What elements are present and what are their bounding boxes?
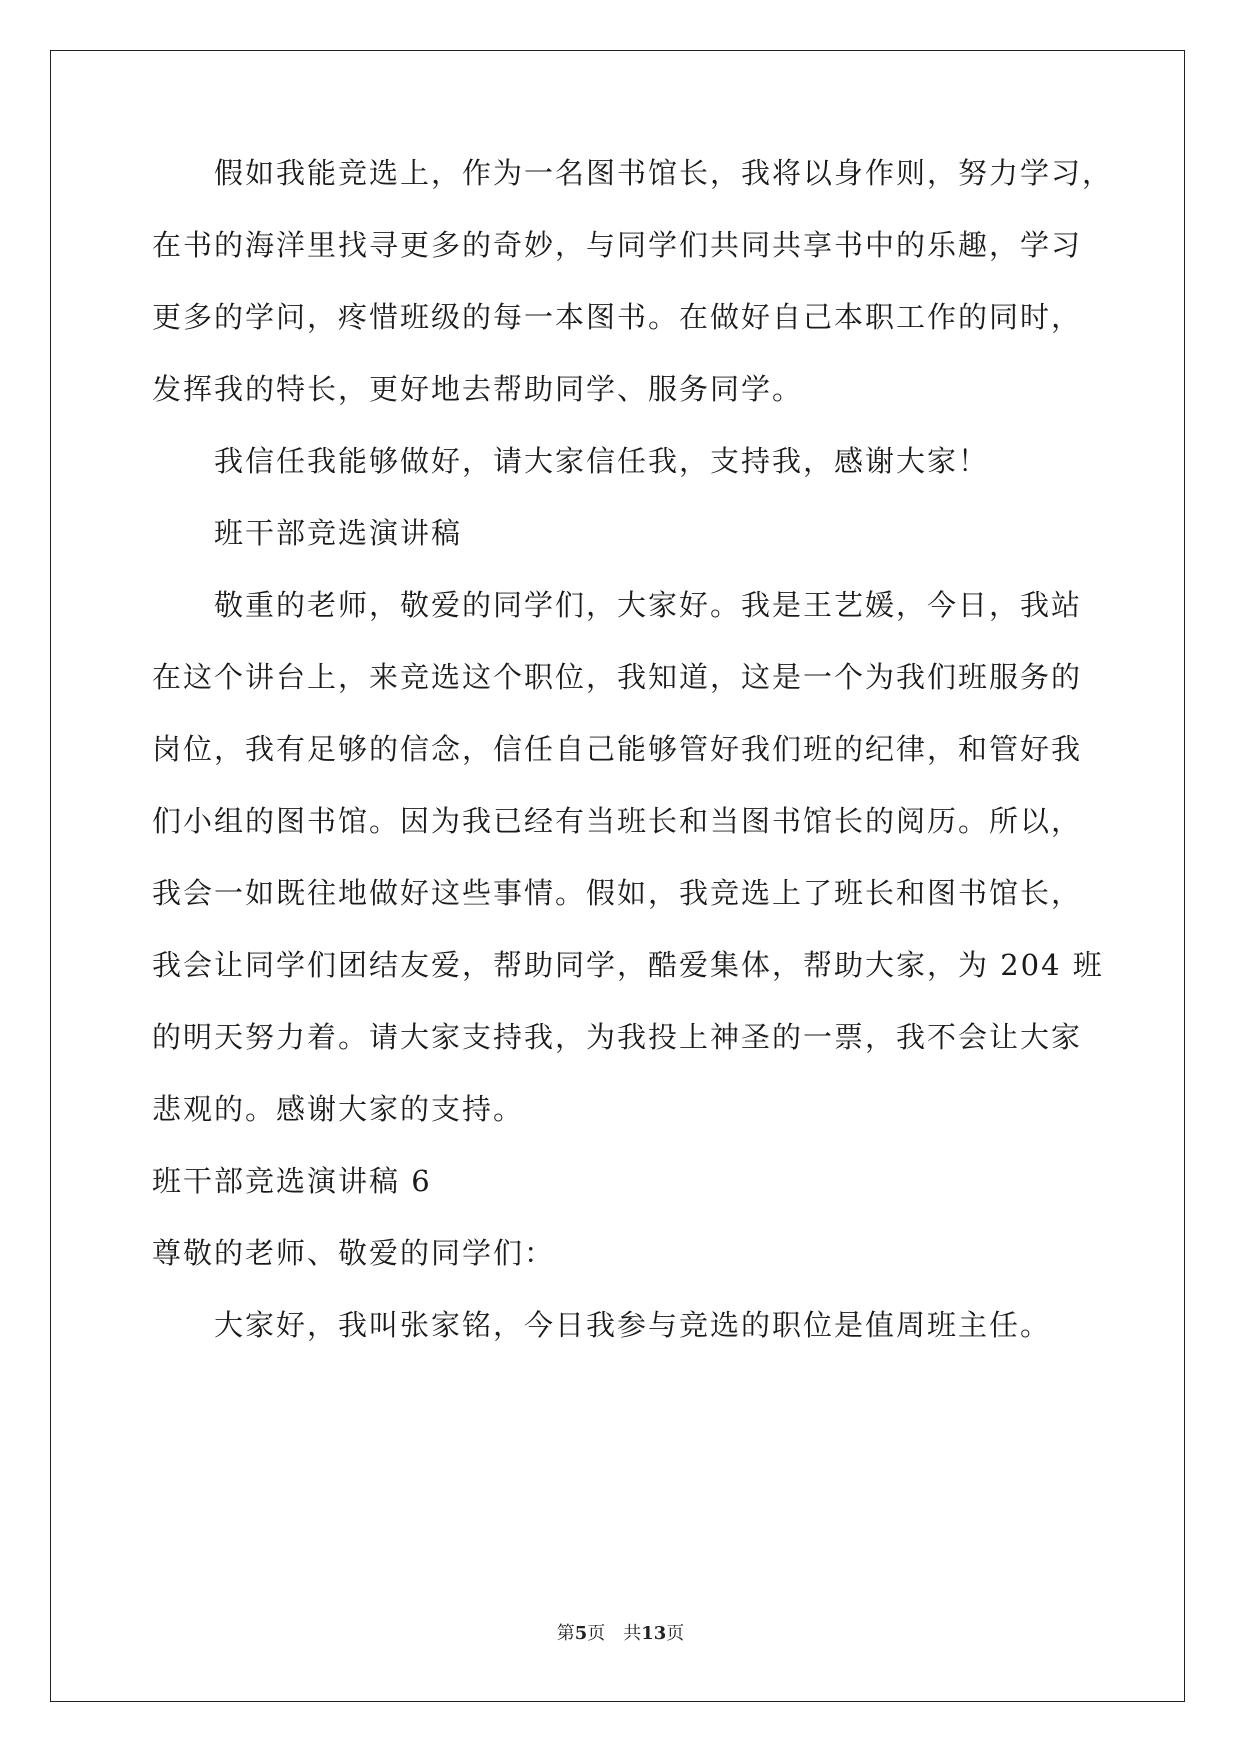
paragraph-line: 在书的海洋里找寻更多的奇妙，与同学们共同共享书中的乐趣，学习 <box>152 228 1083 262</box>
total-pages-number: 13 <box>641 1623 667 1644</box>
paragraph-line: 我会一如既往地做好这些事情。假如，我竞选上了班长和图书馆长， <box>152 876 1083 910</box>
section-heading: 班干部竞选演讲稿 <box>214 516 463 550</box>
paragraph-line: 敬重的老师，敬爱的同学们，大家好。我是王艺媛，今日，我站 <box>214 588 1083 622</box>
paragraph-line: 发挥我的特长，更好地去帮助同学、服务同学。 <box>152 372 804 406</box>
footer-prefix: 第 <box>556 1623 575 1644</box>
paragraph-line: 悲观的。感谢大家的支持。 <box>152 1092 525 1126</box>
paragraph-line: 更多的学问，疼惜班级的每一本图书。在做好自己本职工作的同时， <box>152 300 1083 334</box>
footer-mid: 页 共 <box>587 1623 642 1644</box>
paragraph-line: 在这个讲台上，来竞选这个职位，我知道，这是一个为我们班服务的 <box>152 660 1083 694</box>
footer-suffix: 页 <box>666 1623 685 1644</box>
paragraph-line: 我会让同学们团结友爱，帮助同学，酷爱集体，帮助大家，为 204 班 <box>152 948 1104 982</box>
section-heading: 班干部竞选演讲稿 6 <box>152 1164 432 1198</box>
paragraph-line: 岗位，我有足够的信念，信任自己能够管好我们班的纪律，和管好我 <box>152 732 1083 766</box>
paragraph-line: 我信任我能够做好，请大家信任我，支持我，感谢大家！ <box>214 444 990 478</box>
page-footer <box>0 1622 1241 1646</box>
paragraph-line: 假如我能竞选上，作为一名图书馆长，我将以身作则，努力学习， <box>214 156 1114 190</box>
paragraph-line: 大家好，我叫张家铭，今日我参与竞选的职位是值周班主任。 <box>214 1308 1052 1342</box>
paragraph-line: 们小组的图书馆。因为我已经有当班长和当图书馆长的阅历。所以， <box>152 804 1083 838</box>
current-page-number: 5 <box>574 1623 588 1644</box>
salutation-line: 尊敬的老师、敬爱的同学们： <box>152 1236 556 1270</box>
paragraph-line: 的明天努力着。请大家支持我，为我投上神圣的一票，我不会让大家 <box>152 1020 1083 1054</box>
